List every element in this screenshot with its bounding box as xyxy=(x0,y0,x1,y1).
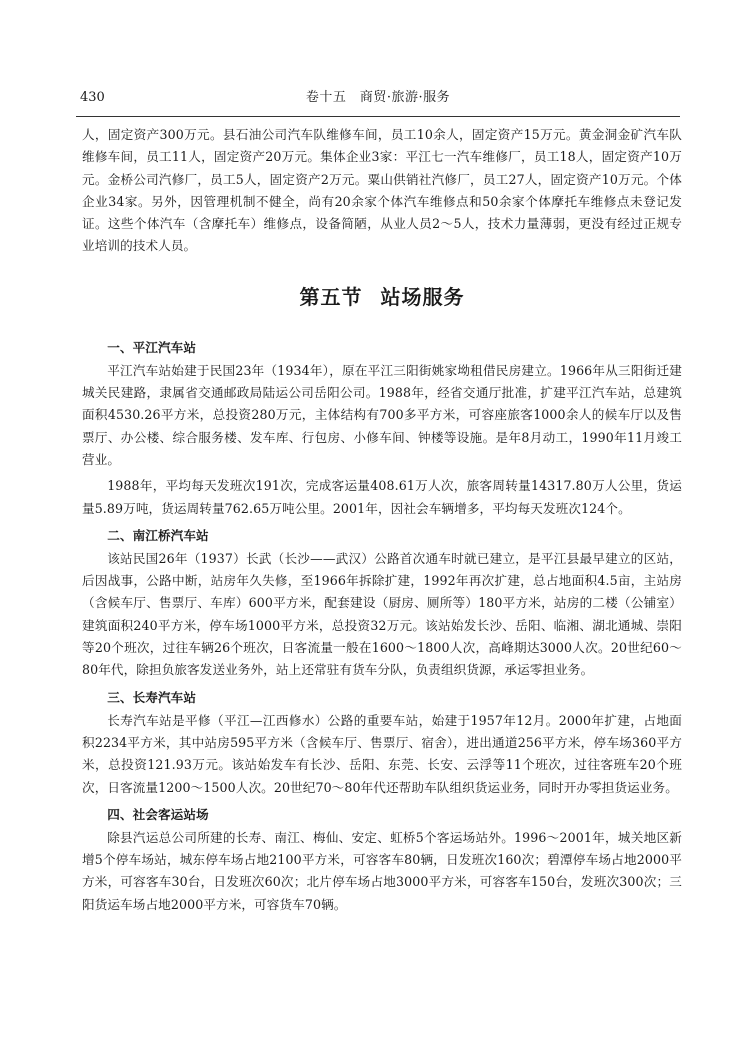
intro-paragraph: 人，固定资产300万元。县石油公司汽车队维修车间，员工10余人，固定资产15万元。黄金洞金矿汽车队维修车间，员工11人，固定资产20万元。集体企业3家：平江七一汽车维修厂，员工18人，固定资产10万元。金桥公司汽修厂，员工5人，固定资产2万元。粟山供销社汽修厂，员工27人，固定资产10万元。个体企业34家。另外，因管理机制不健全，尚有20余家个体汽车维修点和50余家个体摩托车维修点未登记发证。这些个体汽车（含摩托车）维修点，设备简陋，从业人员2～5人，技术力量薄弱，更没有经过正规专业培训的技术人员。 xyxy=(82,127,682,254)
body-paragraph: 1988年，平均每天发班次191次，完成客运量408.61万人次，旅客周转量14317.80万人公里，货运量5.89万吨，货运周转量762.65万吨公里。2001年，因社会车辆增多，平均每天发班次124个。 xyxy=(82,478,682,516)
body-paragraph: 长寿汽车站是平修（平江—江西修水）公路的重要车站，始建于1957年12月。2000年扩建，占地面积2234平方米，其中站房595平方米（含候车厅、售票厅、宿舍），进出通道256平方米，停车场360平方米，总投资121.93万元。该站始发车有长沙、岳阳、东莞、长安、云浮等11个班次，过往客班车20个班次，日客流量1200～1500人次。20世纪70～80年代还帮助车队组织货运业务，同时开办零担货运业务。 xyxy=(82,712,682,795)
page-header xyxy=(76,86,680,110)
running-title: 卷十五 商贸·旅游·服务 xyxy=(305,90,451,105)
subsection-heading: 二、南江桥汽车站 xyxy=(107,527,209,543)
section-number: 第五节 xyxy=(299,284,363,309)
page-number: 430 xyxy=(80,90,105,105)
subsection-heading: 四、社会客运站场 xyxy=(107,806,209,822)
header-rule xyxy=(76,116,680,117)
subsection-heading: 三、长寿汽车站 xyxy=(107,689,197,705)
body-paragraph: 平江汽车站始建于民国23年（1934年），原在平江三阳街姚家坳租借民房建立。1966年从三阳街迁建城关民建路，隶属省交通邮政局陆运公司岳阳公司。1988年，经省交通厅批准，扩建平江汽车站，总建筑面积4530.26平方米，总投资280万元，主体结构有700多平方米，可容座旅客1000余人的候车厅以及售票厅、办公楼、综合服务楼、发车库、行包房、小修车间、钟楼等设施。是年8月动工，1990年11月竣工营业。 xyxy=(82,362,682,467)
body-paragraph: 该站民国26年（1937）长武（长沙——武汉）公路首次通车时就已建立，是平江县最早建立的区站，后因战事，公路中断，站房年久失修，至1966年拆除扩建，1992年再次扩建，总占地面积4.5亩，主站房（含候车厅、售票厅、车库）600平方米，配套建设（厨房、厕所等）180平方米，站房的二楼（公铺室）建筑面积240平方米，停车场1000平方米，总投资32万元。该站始发长沙、岳阳、临湘、湖北通城、崇阳等20个班次，过往车辆26个班次，日客流量一般在1600～1800人次，高峰期达3000人次。20世纪60～80年代，除担负旅客发送业务外，站上还常驻有货车分队，负责组织货源，承运零担业务。 xyxy=(82,550,682,678)
subsection-heading: 一、平江汽车站 xyxy=(107,339,197,355)
section-name: 站场服务 xyxy=(380,284,465,309)
body-paragraph: 除县汽运总公司所建的长寿、南江、梅仙、安定、虹桥5个客运场站外。1996～2001年，城关地区新增5个停车场站，城东停车场占地2100平方米，可容客车80辆，日发班次160次；碧潭停车场占地2000平方米，可容客车30台，日发班次60次；北片停车场占地3000平方米，可容客车150台，发班次300次；三阳货运车场占地2000平方米，可容货车70辆。 xyxy=(82,829,682,912)
page-body xyxy=(82,124,682,916)
section-title xyxy=(82,280,682,314)
